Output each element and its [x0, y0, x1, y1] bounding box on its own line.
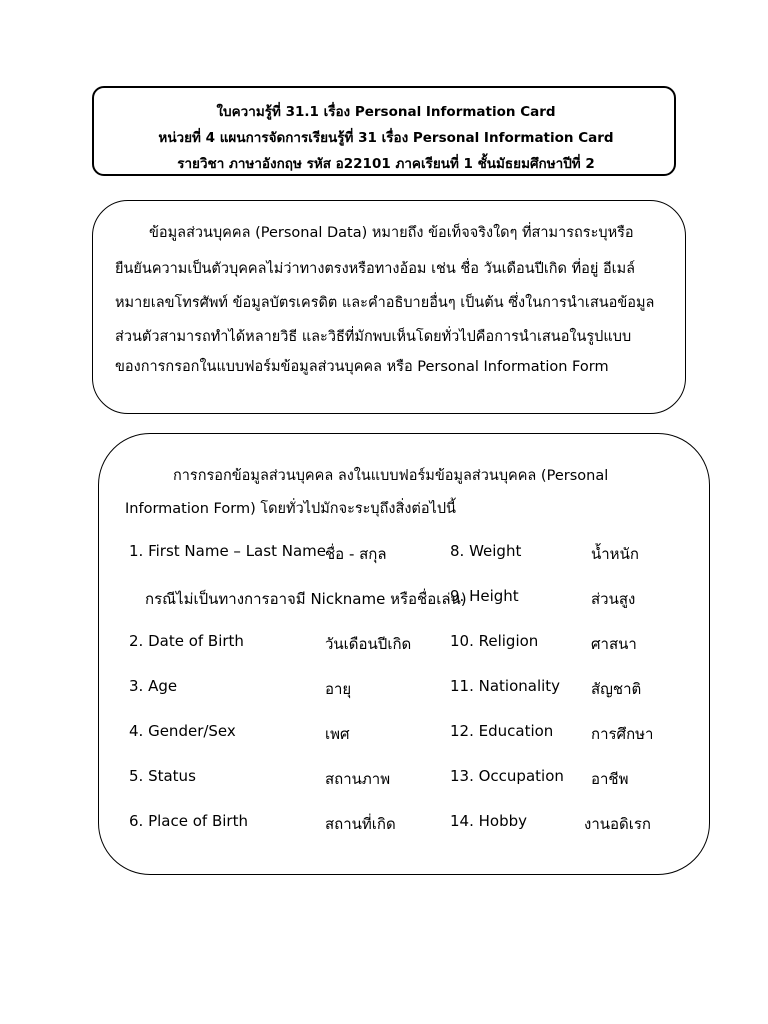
definition-line: ส่วนตัวสามารถทำได้หลายวิธี และวิธีที่มักพบเห็นโดยทั่วไปคือการนำเสนอในรูปแบบ [115, 329, 632, 345]
field-occupation: 13. Occupation [450, 767, 564, 785]
field-occupation-thai: อาชีพ [591, 770, 629, 788]
definition-line: หมายเลขโทรศัพท์ ข้อมูลบัตรเครดิต และคำอธิบายอื่นๆ เป็นต้น ซึ่งในการนำเสนอข้อมูล [115, 295, 655, 311]
definition-line: ข้อมูลส่วนบุคคล (Personal Data) หมายถึง ข้อเท็จจริงใดๆ ที่สามารถระบุหรือ [149, 225, 634, 241]
worksheet-title: ใบความรู้ที่ 31.1 เรื่อง Personal Information Card [216, 104, 556, 120]
field-gender-thai: เพศ [325, 725, 350, 743]
nickname-note: กรณีไม่เป็นทางการอาจมี Nickname หรือชื่อเล่น) [145, 590, 467, 608]
field-education: 12. Education [450, 722, 554, 740]
definition-line: ของการกรอกในแบบฟอร์มข้อมูลส่วนบุคคล หรือ Personal Information Form [115, 359, 609, 375]
field-age: 3. Age [129, 677, 178, 695]
field-status-thai: สถานภาพ [325, 770, 391, 788]
field-height: 9. Height [450, 587, 519, 605]
field-weight-thai: น้ำหนัก [591, 545, 639, 563]
field-hobby: 14. Hobby [450, 812, 527, 830]
field-first-last-name: 1. First Name – Last Name [129, 542, 326, 560]
fields-intro-line: การกรอกข้อมูลส่วนบุคคล ลงในแบบฟอร์มข้อมูลส่วนบุคคล (Personal [173, 468, 609, 484]
field-nationality-thai: สัญชาติ [591, 680, 642, 698]
field-status: 5. Status [129, 767, 196, 785]
definition-box [92, 200, 686, 414]
field-place-of-birth: 6. Place of Birth [129, 812, 248, 830]
definition-line: ยืนยันความเป็นตัวบุคคลไม่ว่าทางตรงหรือทางอ้อม เช่น ชื่อ วันเดือนปีเกิด ที่อยู่ อีเมล์ [115, 261, 636, 277]
fields-intro-line: Information Form) โดยทั่วไปมักจะระบุถึงสิ่งต่อไปนี้ [125, 501, 456, 517]
field-date-of-birth: 2. Date of Birth [129, 632, 244, 650]
field-weight: 8. Weight [450, 542, 522, 560]
fields-box [98, 433, 710, 875]
field-religion-thai: ศาสนา [591, 635, 637, 653]
field-education-thai: การศึกษา [591, 725, 654, 743]
field-date-of-birth-thai: วันเดือนปีเกิด [325, 635, 412, 653]
field-height-thai: ส่วนสูง [591, 590, 636, 608]
field-first-last-name-thai: ชื่อ - สกุล [325, 545, 387, 563]
field-age-thai: อายุ [325, 680, 352, 698]
field-place-of-birth-thai: สถานที่เกิด [325, 815, 396, 833]
field-hobby-thai: งานอดิเรก [584, 815, 652, 833]
course-info: รายวิชา ภาษาอังกฤษ รหัส อ22101 ภาคเรียนที่ 1 ชั้นมัธยมศึกษาปีที่ 2 [177, 156, 595, 172]
field-gender: 4. Gender/Sex [129, 722, 236, 740]
title-box [92, 86, 676, 176]
lesson-plan-title: หน่วยที่ 4 แผนการจัดการเรียนรู้ที่ 31 เรื่อง Personal Information Card [158, 130, 614, 146]
field-nationality: 11. Nationality [450, 677, 561, 695]
field-religion: 10. Religion [450, 632, 539, 650]
